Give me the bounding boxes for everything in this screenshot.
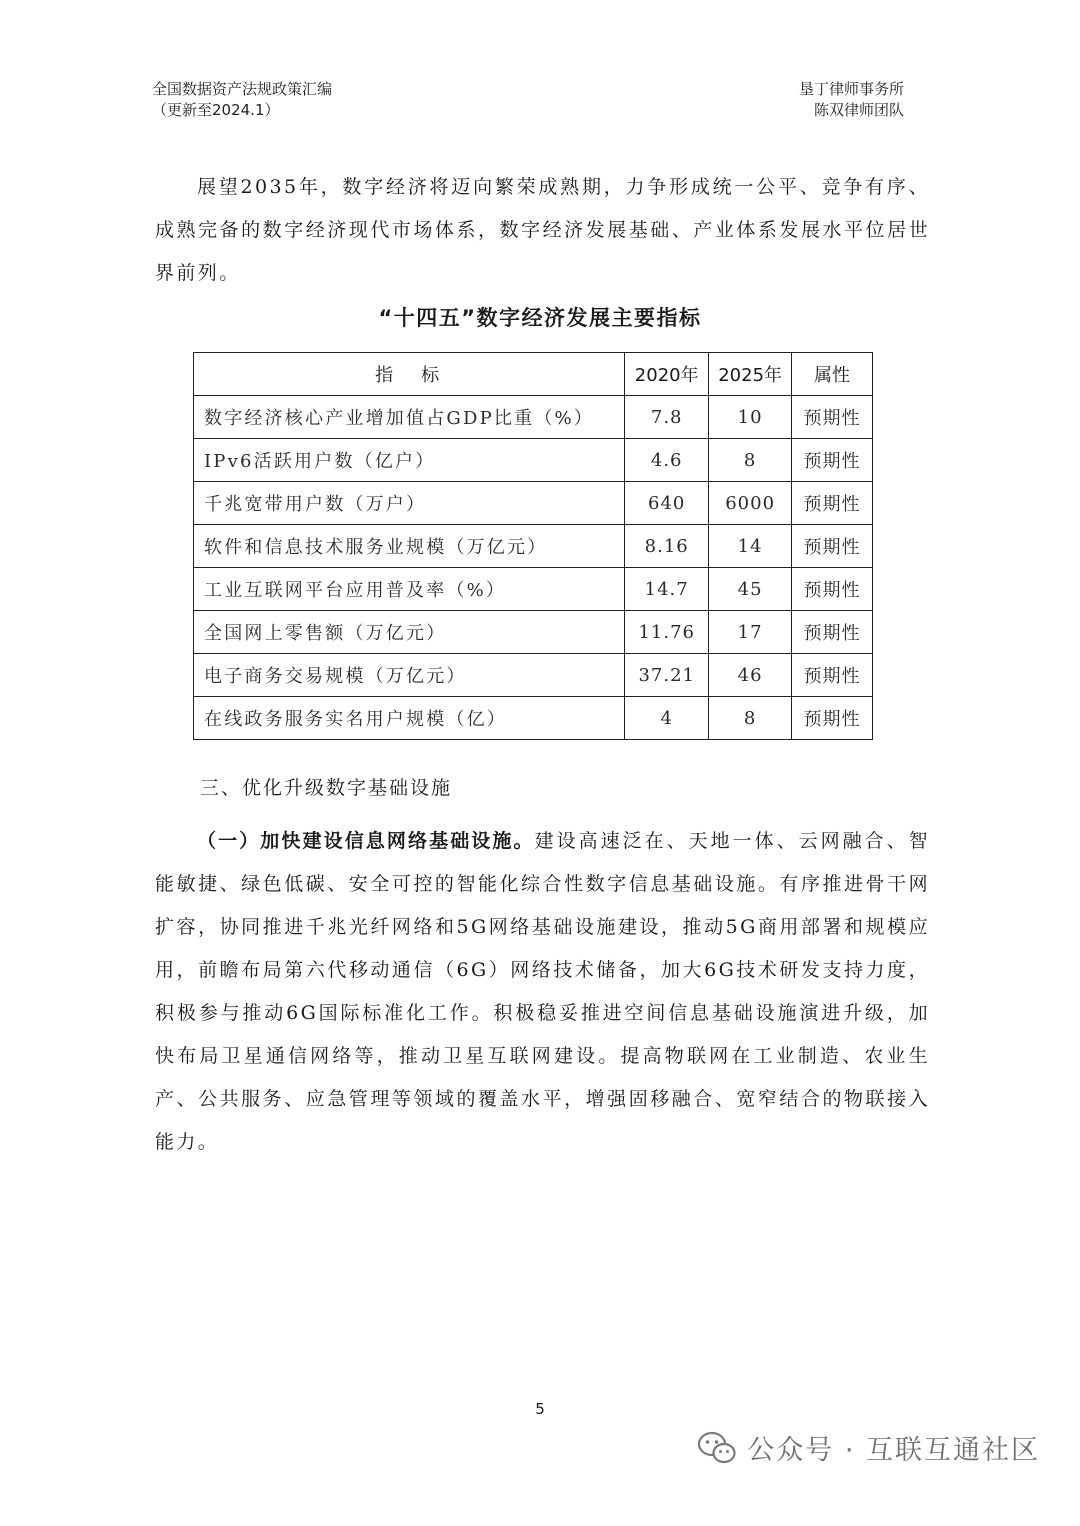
- row-indicator: IPv6活跃用户数（亿户）: [194, 439, 625, 482]
- table-header-row: [194, 353, 873, 396]
- row-2025: 6000: [709, 482, 792, 525]
- row-indicator: 电子商务交易规模（万亿元）: [194, 654, 625, 697]
- section-subheading: （一）加快建设信息网络基础设施。: [197, 830, 535, 852]
- table-row: [194, 697, 873, 740]
- header-2020: 2020年: [625, 353, 709, 396]
- row-indicator: 在线政务服务实名用户规模（亿）: [194, 697, 625, 740]
- row-indicator: 千兆宽带用户数（万户）: [194, 482, 625, 525]
- row-2020: 11.76: [625, 611, 709, 654]
- table-row: [194, 568, 873, 611]
- row-2025: 14: [709, 525, 792, 568]
- header-attribute: 属性: [792, 353, 873, 396]
- row-2020: 7.8: [625, 396, 709, 439]
- row-attribute: 预期性: [792, 396, 873, 439]
- row-attribute: 预期性: [792, 697, 873, 740]
- row-2025: 45: [709, 568, 792, 611]
- table-title: “十四五”数字经济发展主要指标: [378, 306, 702, 330]
- row-attribute: 预期性: [792, 654, 873, 697]
- row-2025: 10: [709, 396, 792, 439]
- wechat-icon: [697, 1431, 737, 1465]
- row-2025: 8: [709, 439, 792, 482]
- row-indicator: 软件和信息技术服务业规模（万亿元）: [194, 525, 625, 568]
- header-indicator: 指标: [194, 353, 625, 396]
- row-indicator: 全国网上零售额（万亿元）: [194, 611, 625, 654]
- header-left: [152, 79, 332, 121]
- section-paragraph: [155, 820, 930, 1164]
- section-heading: 三、优化升级数字基础设施: [200, 777, 453, 799]
- table-row: [194, 396, 873, 439]
- table-row: [194, 654, 873, 697]
- row-2025: 17: [709, 611, 792, 654]
- page-number: 5: [535, 1400, 545, 1418]
- header-doc-title: 全国数据资产法规政策汇编: [152, 80, 333, 98]
- row-indicator: 数字经济核心产业增加值占GDP比重（%）: [194, 396, 625, 439]
- row-2025: 46: [709, 654, 792, 697]
- row-attribute: 预期性: [792, 439, 873, 482]
- indicator-table: [193, 352, 873, 740]
- row-attribute: 预期性: [792, 611, 873, 654]
- watermark: [697, 1428, 1040, 1467]
- row-attribute: 预期性: [792, 482, 873, 525]
- row-2025: 8: [709, 697, 792, 740]
- row-2020: 14.7: [625, 568, 709, 611]
- row-2020: 37.21: [625, 654, 709, 697]
- table-row: [194, 439, 873, 482]
- table-row: [194, 482, 873, 525]
- row-2020: 4: [625, 697, 709, 740]
- header-2025: 2025年: [709, 353, 792, 396]
- row-2020: 4.6: [625, 439, 709, 482]
- row-attribute: 预期性: [792, 568, 873, 611]
- watermark-text: 公众号 · 互联互通社区: [747, 1435, 1040, 1466]
- header-firm-name: 垦丁律师事务所: [798, 80, 904, 98]
- header-update-note: （更新至2024.1）: [152, 101, 280, 119]
- section-body-text: 建设高速泛在、天地一体、云网融合、智能敏捷、绿色低碳、安全可控的智能化综合性数字信息基础设施。有序推进骨干网扩容，协同推进千兆光纤网络和5G网络基础设施建设，推动5G商用部署和规模应用，前瞻布局第六代移动通信（6G）网络技术储备，加大6G技术研发支持力度，积极参与推动6G国际标准化工作。积极稳妥推进空间信息基础设施演进升级，加快布局卫星通信网络等，推动卫星互联网建设。提高物联网在工业制造、农业生产、公共服务、应急管理等领域的覆盖水平，增强固移融合、宽窄结合的物联接入能力。: [155, 830, 930, 1153]
- header-right: [799, 79, 904, 121]
- intro-paragraph: 展望2035年，数字经济将迈向繁荣成熟期，力争形成统一公平、竞争有序、成熟完备的数字经济现代市场体系，数字经济发展基础、产业体系发展水平位居世界前列。: [155, 176, 930, 284]
- header-team-name: 陈双律师团队: [813, 101, 904, 119]
- table-row: [194, 525, 873, 568]
- row-indicator: 工业互联网平台应用普及率（%）: [194, 568, 625, 611]
- row-2020: 640: [625, 482, 709, 525]
- table-row: [194, 611, 873, 654]
- row-2020: 8.16: [625, 525, 709, 568]
- row-attribute: 预期性: [792, 525, 873, 568]
